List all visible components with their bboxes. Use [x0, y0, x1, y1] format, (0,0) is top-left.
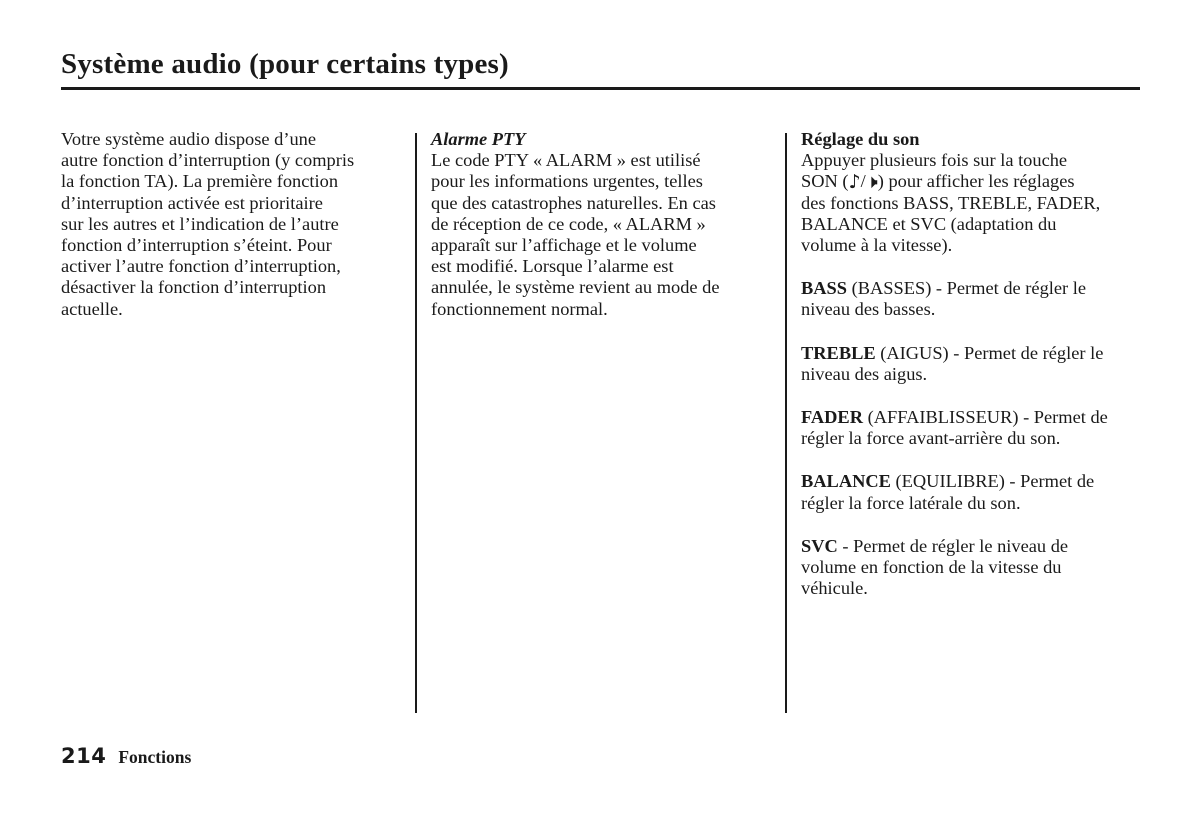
text-line: volume à la vitesse).	[801, 235, 953, 256]
column-divider	[415, 133, 417, 713]
text-fragment: (AFFAIBLISSEUR) - Permet de	[862, 407, 1108, 428]
pty-alarm-heading: Alarme PTY	[431, 129, 526, 149]
column-intro	[61, 129, 406, 342]
page-footer	[61, 744, 191, 768]
sound-settings-heading: Réglage du son	[801, 129, 920, 149]
column-sound-settings	[801, 129, 1146, 621]
text-line: la fonction TA). La première fonction	[61, 171, 339, 192]
text-line: apparaît sur l’affichage et le volume	[431, 235, 697, 256]
text-line: est modifié. Lorsque l’alarme est	[431, 256, 674, 277]
bass-term: BASS	[801, 278, 848, 299]
text-line: autre fonction d’interruption (y compris	[61, 150, 355, 171]
text-fragment: (AIGUS) - Permet de régler le	[875, 342, 1104, 363]
text-line: sur les autres et l’indication de l’autre	[61, 213, 339, 234]
text-line: que des catastrophes naturelles. En cas	[431, 192, 716, 213]
column-divider	[785, 133, 787, 713]
text-line	[801, 536, 1146, 557]
svc-term: SVC	[801, 535, 838, 556]
text-fragment: - Permet de régler le niveau de	[837, 535, 1069, 556]
text-line: d’interruption activée est prioritaire	[61, 192, 323, 213]
interruption-paragraph	[61, 129, 406, 320]
speaker-icon: 🕨	[865, 171, 878, 194]
page-title: Système audio (pour certains types)	[61, 48, 509, 80]
column-pty-alarm	[431, 129, 776, 342]
sound-intro-paragraph	[801, 150, 1146, 256]
text-line: annulée, le système revient au mode de	[431, 277, 720, 298]
page-number: 214	[61, 744, 107, 768]
text-fragment: SON (	[801, 171, 849, 192]
text-line: régler la force avant-arrière du son.	[801, 428, 1061, 449]
text-line: actuelle.	[61, 298, 123, 319]
text-line: activer l’autre fonction d’interruption,	[61, 256, 341, 277]
text-line	[801, 407, 1146, 428]
text-line-with-icons	[801, 171, 1146, 192]
text-fragment: ) pour afficher les réglages	[877, 171, 1075, 192]
text-line: Votre système audio dispose d’une	[61, 129, 317, 149]
section-name: Fonctions	[118, 747, 192, 767]
text-line: fonction d’interruption s’éteint. Pour	[61, 235, 332, 256]
text-line	[801, 471, 1146, 492]
text-fragment: (EQUILIBRE) - Permet de	[890, 471, 1095, 492]
treble-paragraph	[801, 343, 1146, 385]
fader-paragraph	[801, 407, 1146, 449]
text-line: volume en fonction de la vitesse du	[801, 557, 1062, 578]
text-line: des fonctions BASS, TREBLE, FADER,	[801, 192, 1101, 213]
treble-term: TREBLE	[801, 342, 876, 363]
bass-paragraph	[801, 278, 1146, 320]
text-line: de réception de ce code, « ALARM »	[431, 213, 706, 234]
text-line: désactiver la fonction d’interruption	[61, 277, 327, 298]
balance-paragraph	[801, 471, 1146, 513]
svc-paragraph	[801, 536, 1146, 600]
title-rule	[61, 87, 1140, 90]
balance-term: BALANCE	[801, 471, 891, 492]
text-line: pour les informations urgentes, telles	[431, 171, 703, 192]
music-note-icon: ♪	[848, 171, 861, 194]
text-line	[801, 343, 1146, 364]
text-line	[801, 278, 1146, 299]
text-line: BALANCE et SVC (adaptation du	[801, 213, 1057, 234]
text-line: niveau des basses.	[801, 299, 936, 320]
text-fragment: (BASSES) - Permet de régler le	[847, 278, 1087, 299]
text-line: fonctionnement normal.	[431, 298, 608, 319]
text-line: Le code PTY « ALARM » est utilisé	[431, 150, 701, 171]
pty-alarm-paragraph	[431, 150, 776, 320]
text-line: véhicule.	[801, 578, 868, 599]
text-line: régler la force latérale du son.	[801, 492, 1021, 513]
fader-term: FADER	[801, 407, 863, 428]
text-line: niveau des aigus.	[801, 363, 928, 384]
text-line: Appuyer plusieurs fois sur la touche	[801, 150, 1068, 171]
slash-separator: /	[860, 171, 866, 192]
